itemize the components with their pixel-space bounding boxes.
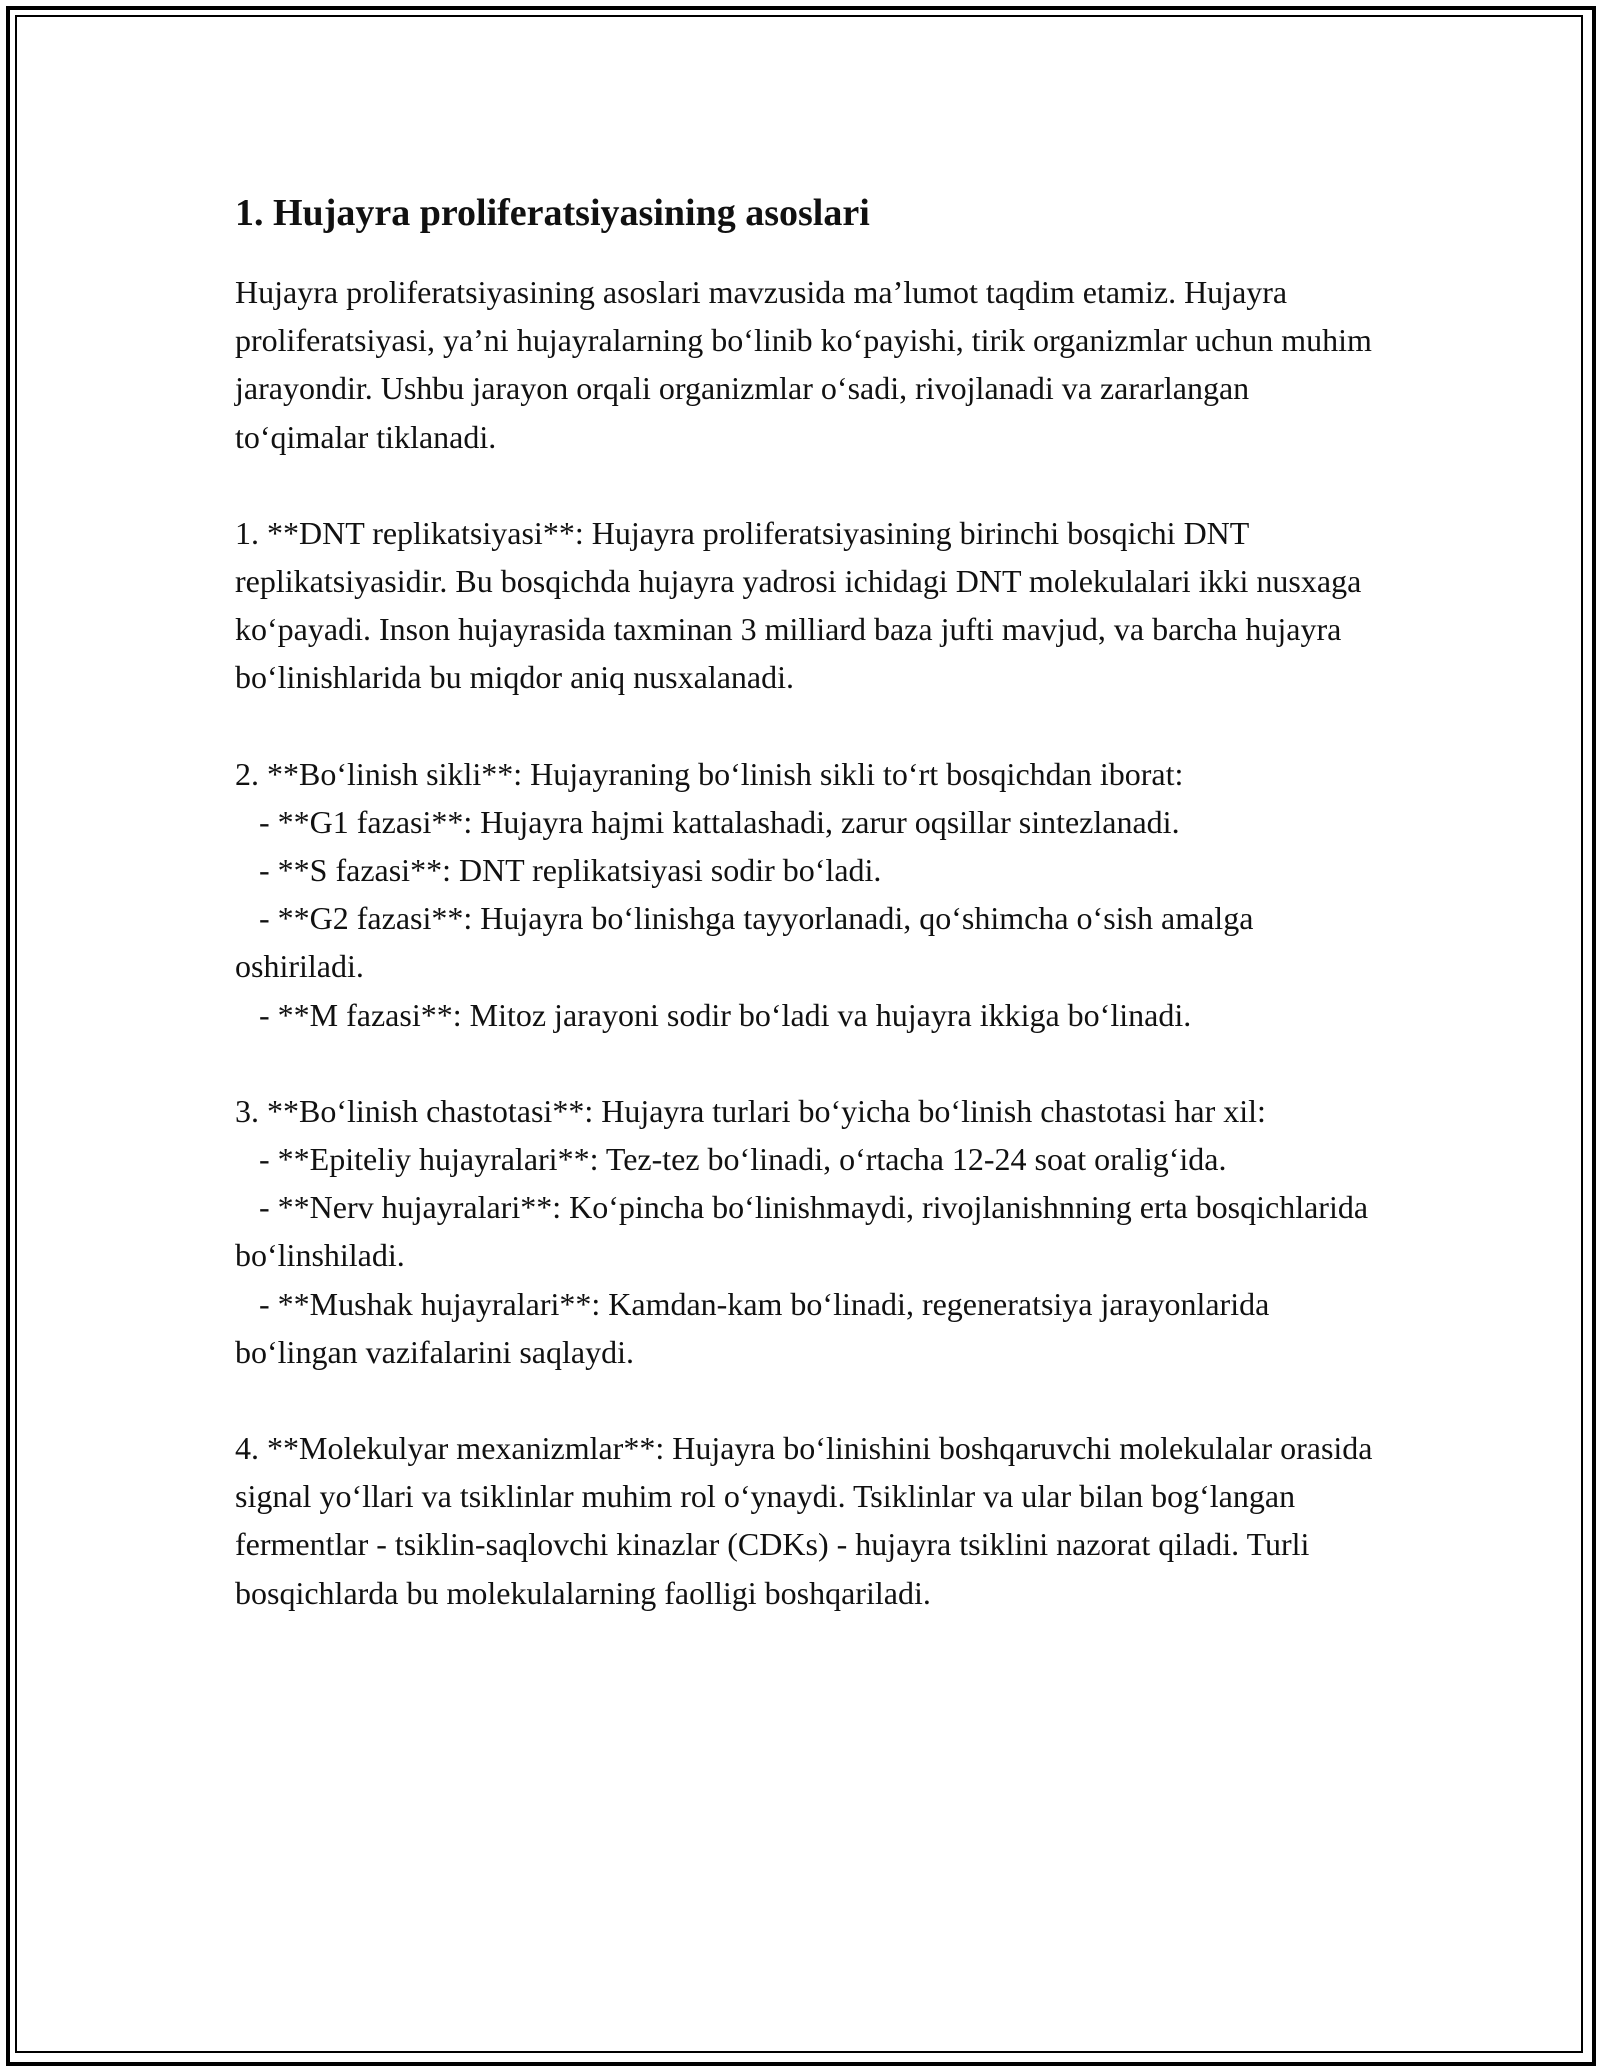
division-cycle-lead: 2. **Bo‘linish sikli**: Hujayraning bo‘linish sikli to‘rt bosqichdan iborat: [235, 755, 1184, 792]
section-heading: 1. Hujayra proliferatsiyasining asoslari [235, 192, 870, 234]
g1-phase-item: - **G1 fazasi**: Hujayra hajmi kattalashadi, zarur oqsillar sintezlanadi. [235, 803, 1180, 840]
division-cycle-paragraph [235, 750, 1375, 1039]
s-phase-item: - **S fazasi**: DNT replikatsiyasi sodir bo‘ladi. [235, 852, 882, 889]
division-frequency-paragraph [235, 1087, 1375, 1376]
epithelial-cells-item: - **Epiteliy hujayralari**: Tez-tez bo‘linadi, o‘rtacha 12-24 soat oralig‘ida. [235, 1141, 1227, 1178]
dna-replication-paragraph: 1. **DNT replikatsiyasi**: Hujayra proliferatsiyasining birinchi bosqichi DNT replikatsiyasidir. Bu bosqichda hujayra yadrosi ichidagi DNT molekulalari ikki nusxaga ko‘payadi. Inson hujayrasida taxminan 3 milliard baza jufti mavjud, va barcha hujayra bo‘linishlarida bu miqdor aniq nusxalanadi. [235, 514, 1362, 696]
intro-paragraph: Hujayra proliferatsiyasining asoslari mavzusida ma’lumot taqdim etamiz. Hujayra proliferatsiyasi, ya’ni hujayralarning bo‘linib ko‘payishi, tirik organizmlar uchun muhim jarayondir. Ushbu jarayon orqali organizmlar o‘sadi, rivojlanadi va zararlangan to‘qimalar tiklanadi. [235, 274, 1372, 455]
division-frequency-lead: 3. **Bo‘linish chastotasi**: Hujayra turlari bo‘yicha bo‘linish chastotasi har xil: [235, 1092, 1266, 1129]
g2-phase-item: - **G2 fazasi**: Hujayra bo‘linishga tayyorlanadi, qo‘shimcha o‘sish amalga oshiriladi. [235, 900, 1262, 985]
muscle-cells-item: - **Mushak hujayralari**: Kamdan-kam bo‘linadi, regeneratsiya jarayonlarida bo‘lingan vazifalarini saqlaydi. [235, 1285, 1278, 1370]
nerve-cells-item: - **Nerv hujayralari**: Ko‘pincha bo‘linishmaydi, rivojlanishnning erta bosqichlarida bo‘linshiladi. [235, 1189, 1377, 1274]
document-body [235, 188, 1375, 1617]
m-phase-item: - **M fazasi**: Mitoz jarayoni sodir bo‘ladi va hujayra ikkiga bo‘linadi. [235, 996, 1192, 1033]
molecular-mechanisms-paragraph: 4. **Molekulyar mexanizmlar**: Hujayra bo‘linishini boshqaruvchi molekulalar orasida signal yo‘llari va tsiklinlar muhim rol o‘ynaydi. Tsiklinlar va ular bilan bog‘langan fermentlar - tsiklin-saqlovchi kinazlar (CDKs) - hujayra tsiklini nazorat qiladi. Turli bosqichlarda bu molekulalarning faolligi boshqariladi. [235, 1430, 1373, 1611]
